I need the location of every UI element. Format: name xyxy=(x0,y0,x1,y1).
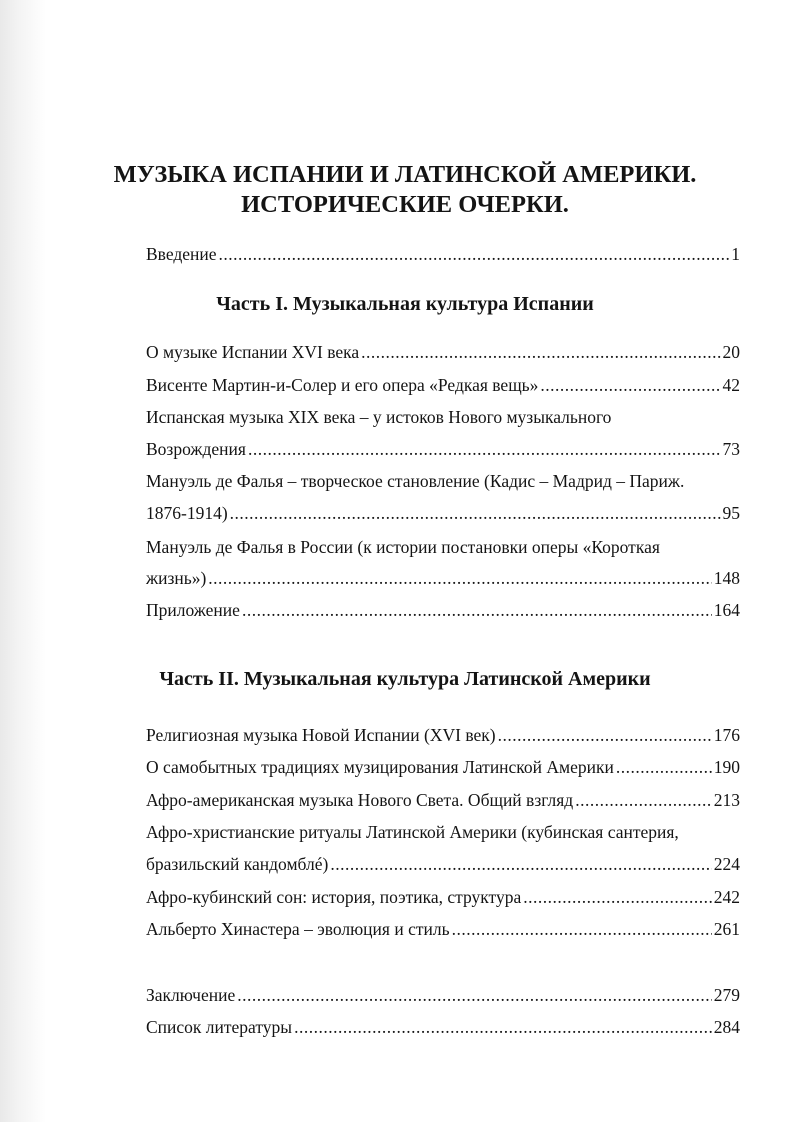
toc-entry-part1-5-line2[interactable] xyxy=(146,566,740,590)
toc-entry-page: 224 xyxy=(713,854,740,874)
toc-entry-text: Заключение xyxy=(146,985,236,1005)
toc-leader-dots xyxy=(523,885,712,909)
toc-entry-text: жизнь») xyxy=(146,568,207,588)
toc-entry-page: 73 xyxy=(722,439,740,459)
toc-entry-text: О музыке Испании XVI века xyxy=(146,342,360,362)
toc-entry-part1-6[interactable] xyxy=(146,598,740,622)
toc-entry-text: Альберто Хинастера – эволюция и стиль xyxy=(146,919,450,939)
toc-entry-page: 20 xyxy=(722,342,740,362)
toc-leader-dots xyxy=(540,373,720,397)
toc-entry-part1-3-line1[interactable]: Испанская музыка XIX века – у истоков Нового музыкального xyxy=(146,407,612,427)
toc-entry-part2-3[interactable] xyxy=(146,788,740,812)
toc-entry-text: Афро-американская музыка Нового Света. Общий взгляд xyxy=(146,790,574,810)
toc-entry-part2-5[interactable] xyxy=(146,885,740,909)
toc-entry-page: 42 xyxy=(722,375,740,395)
part-2-heading: Часть II. Музыкальная культура Латинской Америки xyxy=(159,668,651,690)
toc-entry-text: бразильский кандомблé) xyxy=(146,854,329,874)
toc-leader-dots xyxy=(208,566,711,590)
toc-leader-dots xyxy=(330,852,711,876)
toc-entry-part2-6[interactable] xyxy=(146,917,740,941)
toc-entry-part1-2[interactable] xyxy=(146,373,740,397)
toc-entry-page: 176 xyxy=(713,725,740,745)
toc-entry-part1-5-line1[interactable]: Мануэль де Фалья в России (к истории постановки оперы «Короткая xyxy=(146,537,660,557)
toc-entry-introduction[interactable] xyxy=(146,242,740,266)
toc-leader-dots xyxy=(237,983,712,1007)
toc-entry-part2-2[interactable] xyxy=(146,755,740,779)
toc-entry-part1-4-line2[interactable] xyxy=(146,501,740,525)
toc-entry-text: Афро-кубинский сон: история, поэтика, структура xyxy=(146,887,522,907)
toc-leader-dots xyxy=(219,242,730,266)
document-title-line-2: ИСТОРИЧЕСКИЕ ОЧЕРКИ. xyxy=(241,191,569,218)
toc-leader-dots xyxy=(361,340,720,364)
toc-entry-page: 164 xyxy=(713,600,740,620)
toc-entry-page: 261 xyxy=(713,919,740,939)
toc-leader-dots xyxy=(498,723,712,747)
toc-leader-dots xyxy=(248,437,721,461)
toc-entry-part1-3-line2[interactable] xyxy=(146,437,740,461)
toc-entry-page: 213 xyxy=(713,790,740,810)
toc-entry-page: 148 xyxy=(713,568,740,588)
toc-entry-text: Приложение xyxy=(146,600,240,620)
toc-leader-dots xyxy=(616,755,712,779)
scan-shadow-edge xyxy=(0,0,46,1122)
toc-entry-page: 1 xyxy=(731,244,740,264)
toc-entry-part1-1[interactable] xyxy=(146,340,740,364)
toc-leader-dots xyxy=(294,1015,712,1039)
toc-entry-conclusion[interactable] xyxy=(146,983,740,1007)
toc-entry-text: Возрождения xyxy=(146,439,246,459)
toc-entry-part2-1[interactable] xyxy=(146,723,740,747)
toc-leader-dots xyxy=(230,501,721,525)
toc-leader-dots xyxy=(575,788,712,812)
toc-leader-dots xyxy=(242,598,712,622)
toc-entry-part1-4-line1[interactable]: Мануэль де Фалья – творческое становление (Кадис – Мадрид – Париж. xyxy=(146,471,685,491)
toc-entry-part2-4-line1[interactable]: Афро-христианские ритуалы Латинской Америки (кубинская сантерия, xyxy=(146,822,679,842)
toc-entry-page: 190 xyxy=(713,757,740,777)
toc-entry-text: О самобытных традициях музицирования Латинской Америки xyxy=(146,757,614,777)
toc-entry-text: 1876-1914) xyxy=(146,503,228,523)
toc-leader-dots xyxy=(452,917,712,941)
toc-entry-bibliography[interactable] xyxy=(146,1015,740,1039)
toc-entry-text: Религиозная музыка Новой Испании (XVI век) xyxy=(146,725,496,745)
part-1-heading: Часть I. Музыкальная культура Испании xyxy=(216,293,594,315)
toc-entry-text: Список литературы xyxy=(146,1017,293,1037)
toc-entry-page: 95 xyxy=(722,503,740,523)
toc-entry-part2-4-line2[interactable] xyxy=(146,852,740,876)
toc-entry-text: Висенте Мартин-и-Солер и его опера «Редкая вещь» xyxy=(146,375,539,395)
toc-entry-text: Введение xyxy=(146,244,217,264)
document-title-line-1: МУЗЫКА ИСПАНИИ И ЛАТИНСКОЙ АМЕРИКИ. xyxy=(113,161,697,188)
toc-entry-page: 242 xyxy=(713,887,740,907)
toc-entry-page: 284 xyxy=(713,1017,740,1037)
toc-entry-page: 279 xyxy=(713,985,740,1005)
